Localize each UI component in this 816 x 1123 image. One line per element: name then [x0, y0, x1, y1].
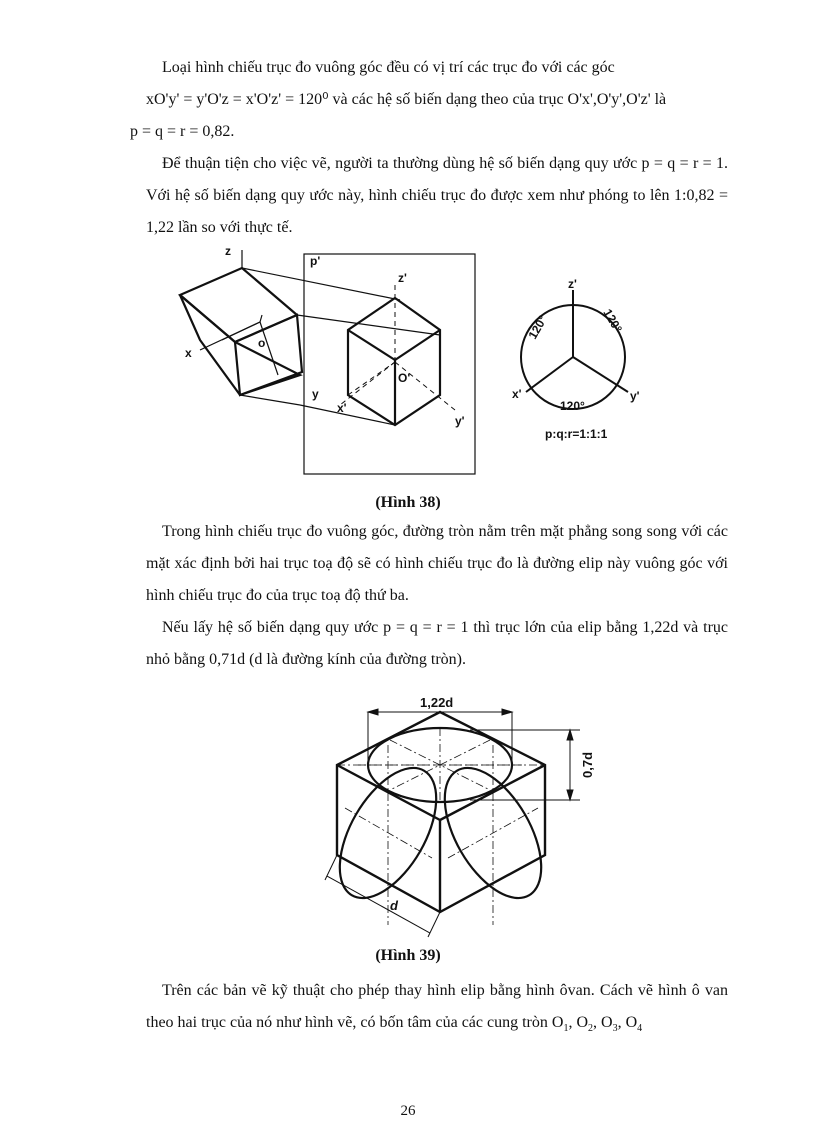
- paragraph-1-line-3: p = q = r = 0,82.: [130, 123, 235, 140]
- axis-y: y': [630, 389, 640, 403]
- angle-left: 120°: [525, 312, 551, 342]
- label-y-prime: y': [455, 414, 465, 428]
- paragraph-3: Trong hình chiếu trục đo vuông góc, đường tròn nằm trên mặt phẳng song song với các mặt xác định bởi hai trục toạ độ sẽ có hình chiếu trục đo là đường elip này vuông góc với hình chiếu trục đo của trục toạ độ thứ ba.: [146, 523, 728, 604]
- paragraph-1-line-2: xO'y' = y'O'z = x'O'z' = 120⁰ và các hệ số biến dạng theo của trục O'x',O'y',O'z' là: [146, 91, 667, 108]
- figure-38: [0, 236, 816, 496]
- arc-center-3: $O_3$: [601, 1014, 618, 1035]
- angle-bottom: 120°: [560, 399, 585, 413]
- label-p-prime: p': [310, 254, 321, 268]
- label-x: x: [185, 346, 192, 360]
- label-o-prime: O': [398, 371, 411, 385]
- paragraph-5: Trên các bản vẽ kỹ thuật cho phép thay hình elip bằng hình ôvan. Cách vẽ hình ô van theo hai trục của nó như hình vẽ, có bốn tâm của các cung tròn $O_1$, $O_2$, $O_3$, $O_4$: [146, 982, 728, 1035]
- paragraph-1: [130, 52, 728, 148]
- page-number: 26: [400, 1103, 416, 1119]
- angle-right: 120°: [600, 306, 625, 336]
- label-z-prime: z': [398, 271, 407, 285]
- projection-plane: [304, 254, 475, 474]
- paragraph-5-text: Trên các bản vẽ kỹ thuật cho phép thay hình elip bằng hình ôvan. Cách vẽ hình ô van theo hai trục của nó như hình vẽ, có bốn tâm của các cung tròn: [146, 982, 728, 1031]
- label-x-prime: x': [337, 401, 347, 415]
- dim-minor-label: 0,7d: [580, 751, 595, 778]
- paragraph-4: Nếu lấy hệ số biến dạng quy ước p = q = r = 1 thì trục lớn của elip bằng 1,22d và trục nhỏ bằng 0,71d (d là đường kính của đường tròn).: [146, 619, 728, 668]
- dim-major-label: 1,22d: [420, 695, 454, 710]
- axis-z: z': [568, 277, 577, 291]
- paragraph-2: Để thuận tiện cho việc vẽ, người ta thường dùng hệ số biến dạng quy ước p = q = r = 1. Với hệ số biến dạng quy ước này, hình chiếu trục đo được xem như phóng to lên 1:0,82 = 1,22 lần so với thực tế.: [146, 155, 728, 236]
- ratio-label: p:q:r=1:1:1: [545, 427, 608, 441]
- arc-center-4: $O_4$: [625, 1014, 643, 1035]
- label-z: z: [225, 244, 231, 258]
- paragraph-1-line-1: Loại hình chiếu trục đo vuông góc đều có vị trí các trục đo với các góc: [162, 59, 615, 76]
- isometric-cube: [348, 298, 440, 425]
- figure-39-caption: (Hình 39): [375, 947, 441, 964]
- figure-38-caption: (Hình 38): [375, 494, 441, 511]
- axis-x: x': [512, 387, 522, 401]
- figure-39: [0, 690, 816, 940]
- arc-center-1: $O_1$: [551, 1014, 569, 1035]
- dim-d-label: d: [390, 898, 398, 913]
- label-y: y: [312, 387, 319, 401]
- arc-center-2: $O_2$: [576, 1014, 593, 1035]
- label-o: o: [258, 336, 266, 350]
